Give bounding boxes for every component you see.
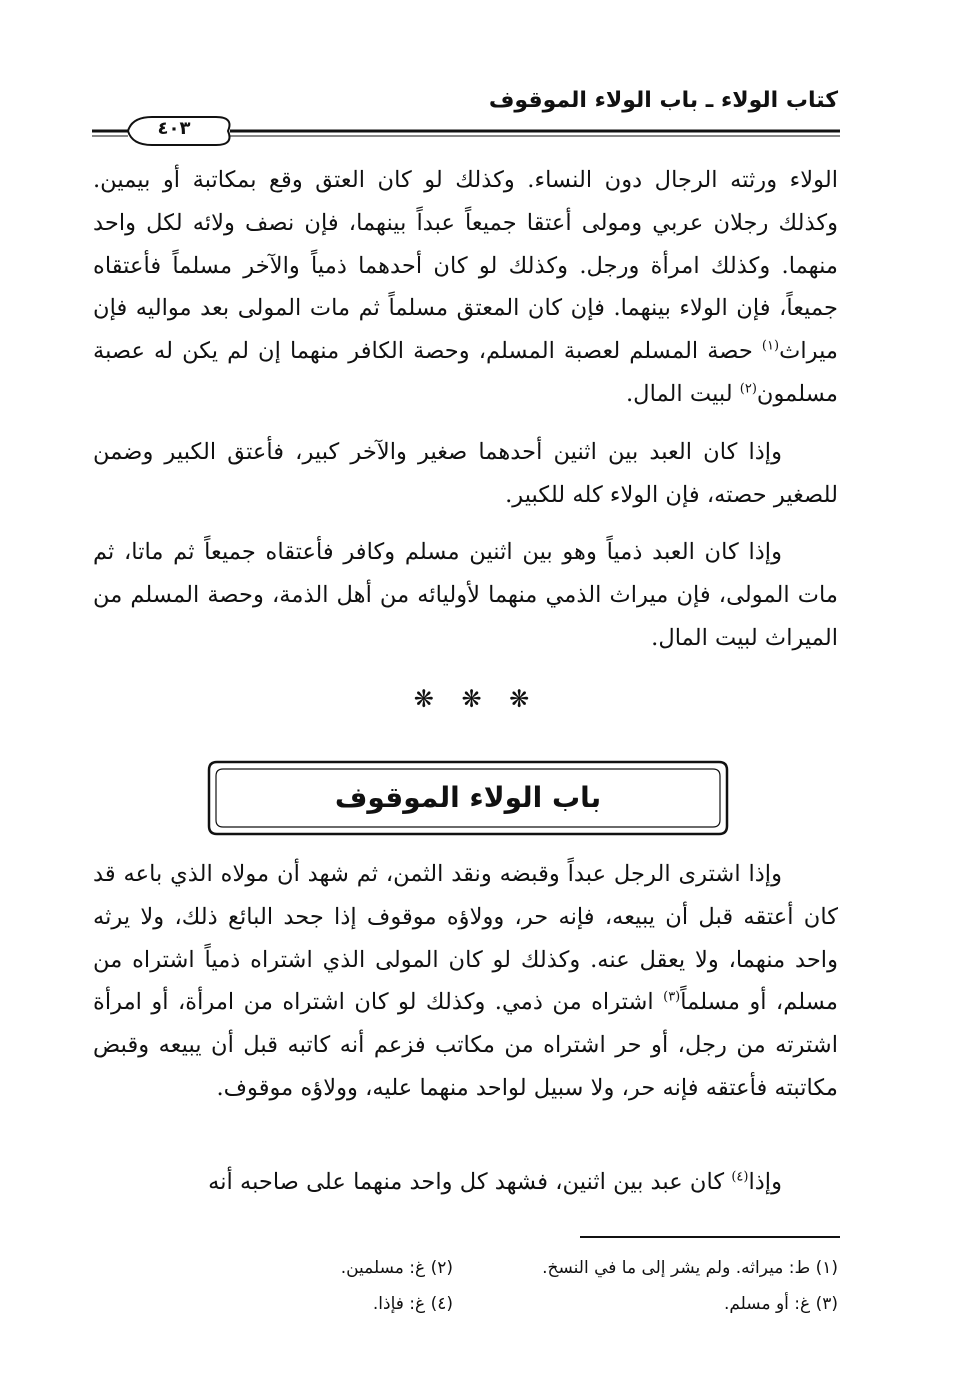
paragraph-5-part-1: وإذا اشترى الرجل عبداً وقبضه ونقد الثمن، ثم شهد أن مولاه الذي باعه قد كان أعتقه قبل أن يبيعه، فإنه حر، وولاؤه موقوف إذا جحد البائع ذلك، ولا يرثه واحد منهما، ولا يعقل عنه. وكذلك لو كان المولى الذي اشتراه ذمياً اشتراه من مسلم، أو مسلماً [93, 861, 838, 1016]
footnote-4: (٤) غ: فإذا. [372, 1294, 453, 1314]
paragraph-1-part-1: الولاء ورثته الرجال دون النساء. وكذلك لو كان العتق وقع بمكاتبة أو بيمين. وكذلك رجلان عربي ومولى أعتقا جميعاً عبداً بينهما، فإن نصف ولائه لكل واحد منهما. وكذلك امرأة ورجل. وكذلك لو كان أحدهما ذمياً والآخر مسلماً فأعتقاه جميعاً، فإن الولاء بينهما. فإن كان المعتق مسلماً ثم مات المولى بعد مواليه فإن ميراث [93, 167, 838, 365]
footnote-ref-1: (١) [761, 338, 780, 354]
paragraph-2: وإذا كان العبد بين اثنين أحدهما صغير والآخر كبير، فأعتق الكبير وضمن للصغير حصته، فإن الولاء كله للكبير. [93, 439, 838, 508]
section-separator: ❋ ❋ ❋ [413, 685, 540, 713]
paragraph-5 [93, 853, 838, 1110]
paragraph-6-part-1: وإذا [748, 1169, 782, 1195]
footnote-1: (١) ط: ميراثه. ولم يشر إلى ما في النسخ. [542, 1258, 838, 1278]
paragraph-5-part-2: اشتراه من ذمي. وكذلك لو كان اشتراه من امرأة، أو امرأة اشترته من رجل، أو حر اشتراه من مكاتب فزعم أنه كاتبه قبل أن يبيعه وقبض مكاتبته فأعتقه فإنه حر، ولا سبيل لواحد منهما عليه، وولاؤه موقوف. [93, 989, 838, 1101]
paragraph-1-part-3: لبيت المال. [626, 380, 740, 407]
paragraph-1-part-2: حصة المسلم لعصبة المسلم، وحصة الكافر منهما إن لم يكن له عصبة مسلمون [93, 338, 838, 407]
running-title: كتاب الولاء ـ باب الولاء الموقوف [488, 88, 838, 113]
paragraph-6 [93, 1161, 838, 1204]
footnote-2: (٢) غ: مسلمين. [340, 1258, 453, 1278]
footnote-ref-3: (٣) [663, 989, 681, 1005]
footnote-rule [580, 1236, 840, 1238]
section-title: باب الولاء الموقوف [334, 781, 602, 814]
page-number: ٤٠٣ [157, 118, 191, 139]
paragraph-1 [93, 159, 838, 416]
footnote-ref-2: (٢) [739, 381, 757, 397]
paragraph-6-part-2: كان عبد بين اثنين، فشهد كل واحد منهما على صاحبه أنه [208, 1169, 732, 1195]
footnote-3: (٣) غ: أو مسلم. [723, 1294, 838, 1314]
footnote-ref-4: (٤) [731, 1169, 749, 1185]
paragraph-3: وإذا كان العبد ذمياً وهو بين اثنين مسلم وكافر فأعتقاه جميعاً ثم ماتا، ثم مات المولى، فإن ميراث الذمي منهما لأوليائه من أهل الذمة، وحصة المسلم من الميراث لبيت المال. [93, 539, 839, 651]
